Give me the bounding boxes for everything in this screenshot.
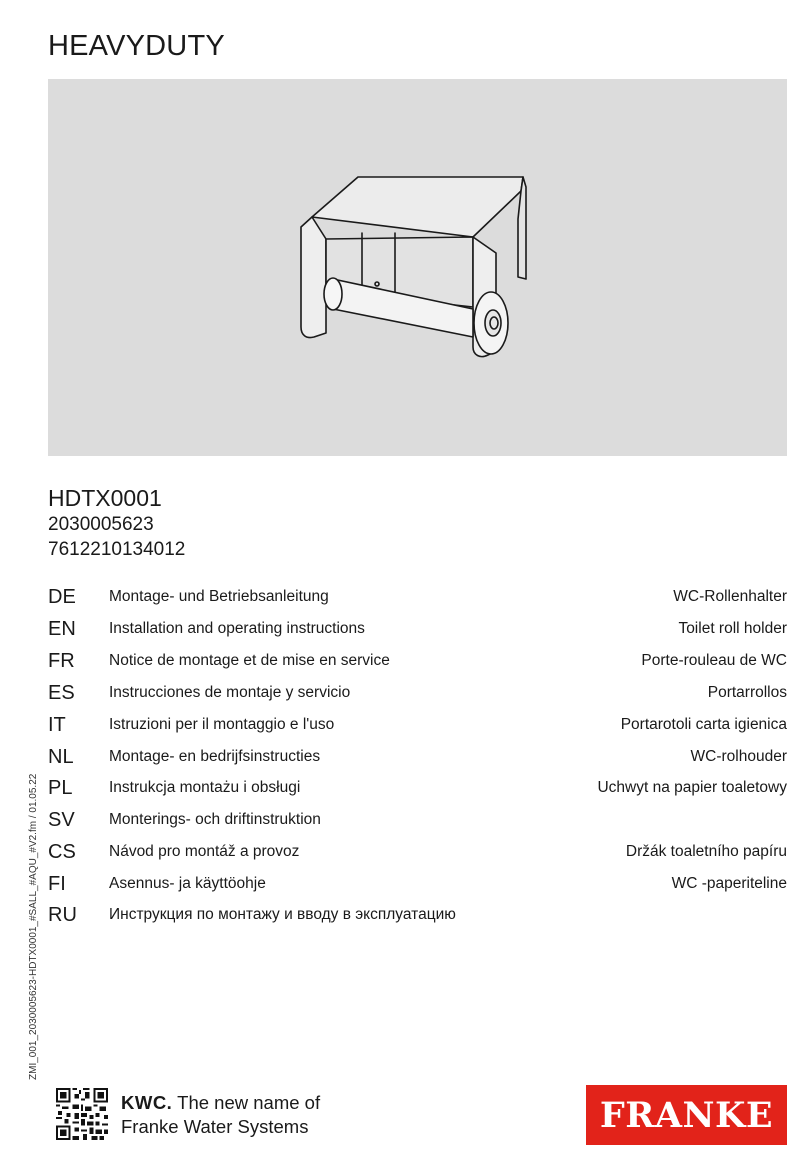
document-title: Инструкция по монтажу и вводу в эксплуатацию — [109, 906, 456, 923]
kwc-brand-block — [121, 1091, 320, 1139]
product-name: WC-rolhouder — [690, 748, 787, 765]
file-reference-note: ZMI_001_2030005623-HDTX0001_#SALL_#AQU_#V2.fm / 01.05.22 — [28, 773, 39, 1080]
kwc-logo: KWC. — [121, 1092, 173, 1113]
language-code: SV — [48, 808, 75, 831]
document-title: Montage- und Betriebsanleitung — [109, 588, 329, 605]
language-code: EN — [48, 617, 76, 640]
document-title: Notice de montage et de mise en service — [109, 652, 390, 669]
kwc-tagline: The new name of — [177, 1092, 321, 1113]
product-name: WC -paperiteline — [671, 875, 787, 892]
document-title: Montage- en bedrijfsinstructies — [109, 748, 321, 765]
language-code: PL — [48, 776, 73, 799]
product-codes — [48, 485, 185, 562]
document-title: Monterings- och driftinstruktion — [109, 811, 321, 828]
product-illustration — [48, 79, 787, 456]
language-code: FI — [48, 872, 66, 895]
document-title: Návod pro montáž a provoz — [109, 843, 300, 860]
product-name: WC-Rollenhalter — [673, 588, 787, 605]
language-code: FR — [48, 649, 75, 672]
language-row-cs — [48, 839, 787, 865]
toilet-roll-holder-drawing — [48, 79, 787, 456]
article-number: 2030005623 — [48, 514, 154, 535]
series-title: HEAVYDUTY — [48, 30, 225, 62]
ean-number: 7612210134012 — [48, 539, 186, 560]
language-code: CS — [48, 840, 76, 863]
product-name: Toilet roll holder — [678, 620, 787, 637]
product-name: Portarotoli carta igienica — [620, 716, 787, 733]
qr-code-icon — [56, 1088, 108, 1140]
franke-logo — [586, 1085, 787, 1145]
language-row-fi — [48, 871, 787, 897]
product-name: Uchwyt na papier toaletowy — [597, 779, 787, 796]
document-title: Instrukcja montażu i obsługi — [109, 779, 301, 796]
language-row-nl — [48, 744, 787, 770]
model-number: HDTX0001 — [48, 485, 162, 511]
product-name: Portarrollos — [707, 684, 787, 701]
language-row-en — [48, 616, 787, 642]
document-title: Installation and operating instructions — [109, 620, 365, 637]
language-row-pl — [48, 775, 787, 801]
language-code: NL — [48, 745, 74, 768]
language-row-de — [48, 584, 787, 610]
kwc-line-1 — [121, 1091, 320, 1115]
language-row-ru — [48, 902, 787, 928]
franke-logo-text: FRANKE — [599, 1094, 774, 1136]
language-code: RU — [48, 903, 77, 926]
language-code: DE — [48, 585, 76, 608]
language-row-it — [48, 712, 787, 738]
language-row-sv — [48, 807, 787, 833]
language-row-fr — [48, 648, 787, 674]
product-name: Držák toaletního papíru — [625, 843, 787, 860]
language-row-es — [48, 680, 787, 706]
language-code: IT — [48, 713, 66, 736]
document-title: Asennus- ja käyttöohje — [109, 875, 266, 892]
language-code: ES — [48, 681, 75, 704]
document-title: Istruzioni per il montaggio e l'uso — [109, 716, 335, 733]
document-title: Instrucciones de montaje y servicio — [109, 684, 351, 701]
kwc-line-2: Franke Water Systems — [121, 1116, 309, 1137]
product-name: Porte-rouleau de WC — [641, 652, 787, 669]
